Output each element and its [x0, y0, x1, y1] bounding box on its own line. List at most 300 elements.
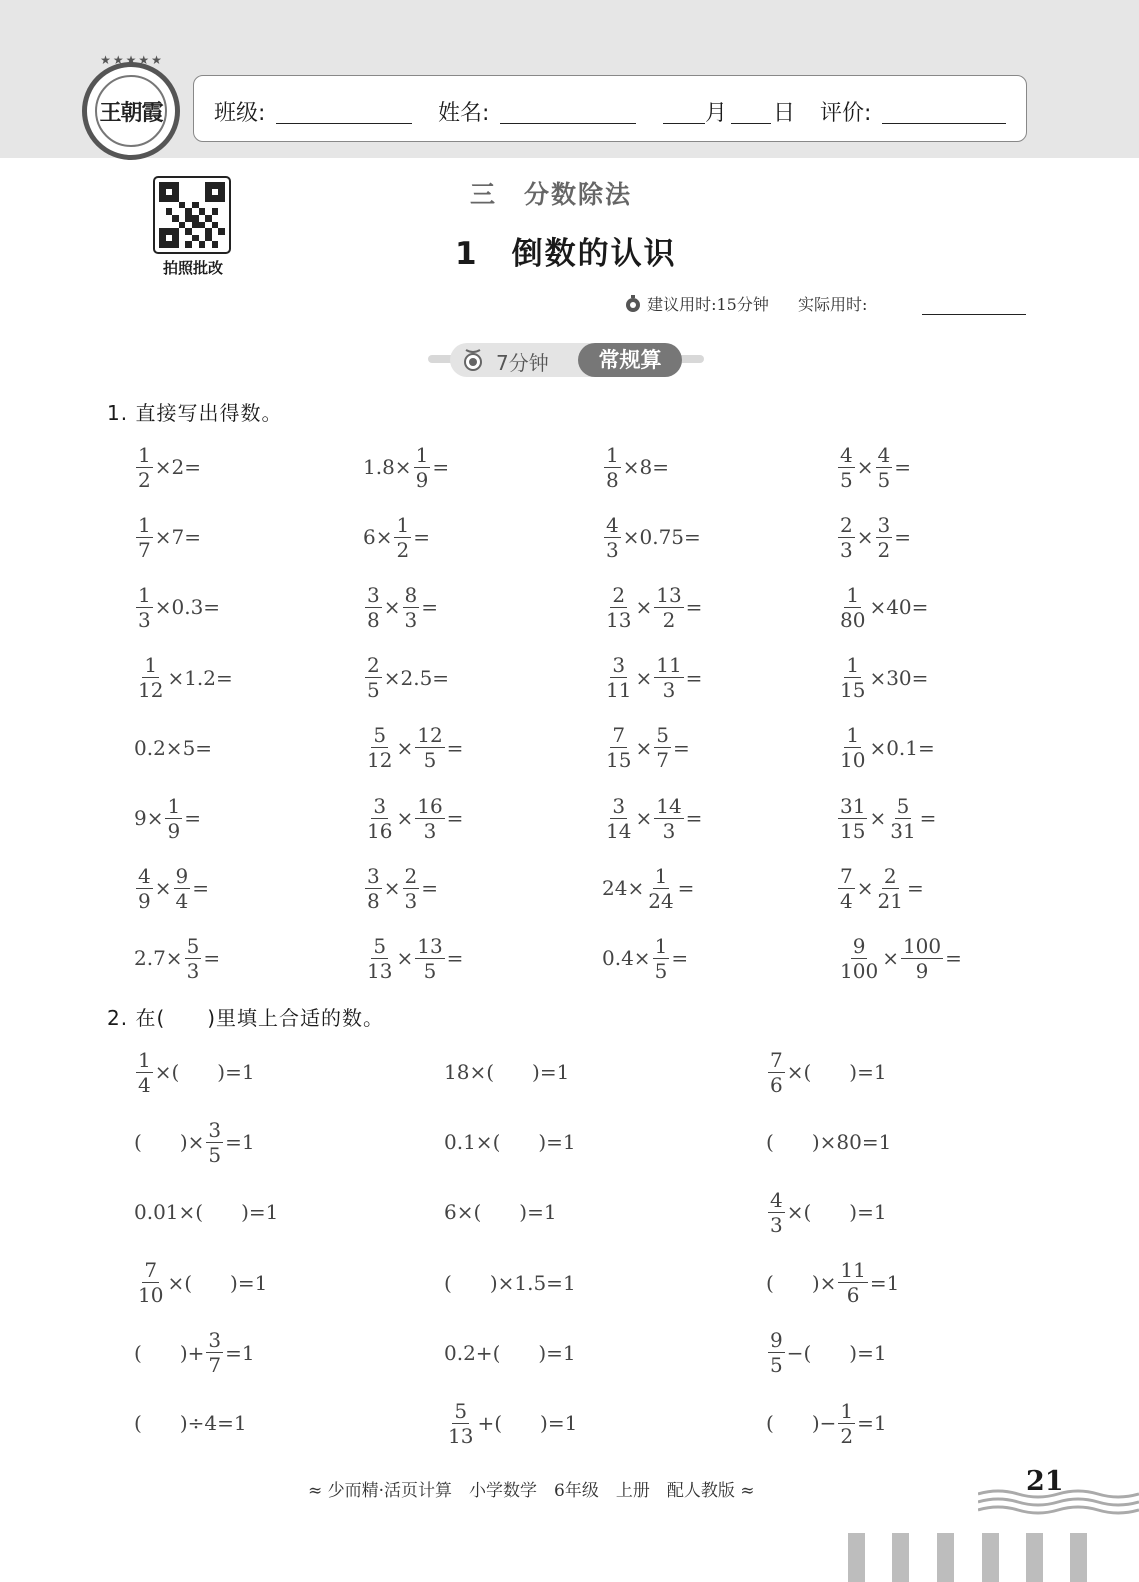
expression-text: −( — [786, 1340, 812, 1365]
math-expression — [363, 440, 449, 494]
fraction — [653, 935, 670, 982]
expression-text: 0.2+( — [444, 1340, 501, 1365]
fraction — [206, 1119, 223, 1166]
fraction — [365, 935, 394, 982]
fraction — [604, 654, 633, 701]
fraction — [838, 1259, 867, 1306]
expression-text: = — [446, 806, 464, 830]
math-expression — [363, 721, 463, 775]
denominator: 9 — [415, 467, 429, 492]
expression-text: = — [685, 595, 703, 620]
day-field[interactable] — [731, 123, 771, 124]
expression-text: )=1 — [849, 1340, 887, 1365]
numerator: 7 — [770, 1047, 783, 1072]
numerator: 16 — [417, 793, 443, 818]
numerator: 13 — [656, 582, 682, 607]
fraction — [174, 865, 191, 912]
numerator: 1 — [846, 582, 860, 607]
denominator: 7 — [656, 748, 669, 773]
numerator: 1 — [846, 653, 860, 678]
fraction — [136, 514, 153, 561]
denominator: 24 — [648, 888, 674, 913]
fraction — [136, 865, 153, 912]
math-expression — [134, 510, 201, 564]
numerator: 5 — [373, 723, 387, 748]
publisher-logo — [82, 53, 180, 160]
math-expression — [444, 1256, 576, 1310]
logo-ring — [95, 75, 167, 147]
class-field[interactable] — [276, 123, 412, 124]
suggested-time: 建议用时:15分钟 — [647, 295, 769, 314]
timer-icon — [624, 295, 642, 313]
expression-text: × — [856, 876, 874, 901]
numerator: 5 — [656, 723, 669, 748]
expression-text: ( — [134, 1130, 142, 1155]
section-duration: 7分钟 — [496, 351, 549, 375]
denominator: 6 — [770, 1072, 783, 1097]
expression-text: = — [203, 946, 221, 971]
denominator: 15 — [840, 818, 866, 843]
expression-text: = — [432, 455, 450, 479]
expression-text: × — [396, 806, 414, 830]
expression-text: ( — [134, 1411, 142, 1435]
expression-text: ×( — [167, 1270, 193, 1295]
month-label: 月 — [705, 101, 728, 126]
expression-text: × — [635, 806, 653, 830]
math-expression — [766, 1185, 887, 1239]
denominator: 9 — [138, 888, 151, 913]
denominator: 5 — [770, 1353, 783, 1378]
fraction — [876, 444, 893, 491]
numerator: 2 — [883, 863, 897, 888]
expression-text: ×2.5= — [383, 665, 450, 690]
day-label: 日 — [773, 101, 796, 126]
numerator: 7 — [144, 1258, 158, 1283]
numerator: 8 — [404, 582, 418, 607]
denominator: 2 — [877, 537, 891, 562]
math-expression — [766, 1115, 891, 1169]
expression-text: = — [671, 946, 689, 971]
fraction — [415, 935, 444, 982]
math-expression — [766, 1396, 887, 1450]
expression-text: )÷4=1 — [179, 1411, 247, 1435]
denominator: 8 — [367, 888, 380, 913]
expression-text: = — [906, 876, 924, 901]
denominator: 3 — [404, 888, 418, 913]
math-expression — [836, 931, 962, 985]
numerator: 1 — [654, 863, 668, 888]
fraction — [888, 795, 917, 842]
denominator: 8 — [367, 607, 380, 632]
expression-text: 2.7× — [134, 946, 183, 971]
numerator: 1 — [415, 442, 429, 467]
math-expression — [602, 651, 702, 705]
numerator: 4 — [840, 442, 853, 467]
fraction — [646, 865, 675, 912]
numerator: 9 — [175, 863, 189, 888]
fraction — [901, 935, 943, 982]
numerator: 1 — [138, 1047, 151, 1072]
expression-text: 18×( — [444, 1060, 495, 1084]
denominator: 3 — [840, 537, 853, 562]
denominator: 4 — [840, 888, 853, 913]
math-expression — [836, 721, 935, 775]
expression-text: )=1 — [241, 1200, 279, 1225]
fraction — [838, 865, 855, 912]
expression-text: ×0.3= — [154, 595, 221, 620]
math-expression — [766, 1256, 899, 1310]
expression-text: =1 — [857, 1411, 887, 1435]
expression-text: 24× — [602, 876, 645, 901]
fraction — [654, 584, 683, 631]
denominator: 14 — [606, 818, 632, 843]
section-pill — [450, 343, 682, 377]
fraction — [365, 654, 382, 701]
numerator: 1 — [846, 723, 860, 748]
numerator: 1 — [167, 793, 181, 818]
student-info-box — [193, 75, 1027, 142]
expression-text: )×80=1 — [811, 1130, 892, 1155]
expression-text: =1 — [225, 1130, 255, 1155]
numerator: 7 — [612, 723, 626, 748]
fraction — [768, 1049, 785, 1096]
page-edge-tabs — [848, 1533, 1088, 1582]
denominator: 12 — [138, 678, 164, 703]
numerator: 3 — [208, 1328, 222, 1353]
footer-text: ≈ 少而精·活页计算 小学数学 6年级 上册 配人教版 ≈ — [308, 1481, 755, 1501]
expression-text: = — [685, 665, 703, 690]
numerator: 7 — [840, 863, 853, 888]
fraction — [604, 724, 633, 771]
denominator: 7 — [208, 1353, 222, 1378]
math-expression — [134, 580, 220, 634]
math-expression — [836, 651, 928, 705]
grade-field[interactable] — [882, 123, 1006, 124]
expression-text: = — [413, 525, 430, 550]
expression-text: )=1 — [230, 1270, 268, 1295]
actual-time-label: 实际用时: — [797, 295, 868, 314]
numerator: 31 — [840, 793, 866, 818]
month-field[interactable] — [663, 123, 705, 124]
denominator: 16 — [367, 818, 393, 843]
numerator: 3 — [367, 863, 380, 888]
expression-text: = — [685, 806, 703, 830]
fraction — [876, 514, 893, 561]
fraction — [654, 724, 671, 771]
fraction — [365, 865, 382, 912]
expression-text: )+ — [179, 1340, 205, 1365]
expression-text: ×8= — [622, 455, 669, 479]
expression-text: = — [945, 946, 962, 971]
numerator: 3 — [367, 582, 380, 607]
expression-text: = — [894, 525, 911, 550]
numerator: 11 — [656, 653, 682, 678]
fraction — [403, 584, 420, 631]
math-expression — [444, 1185, 557, 1239]
fraction — [876, 865, 905, 912]
numerator: 2 — [840, 512, 853, 537]
expression-text: )− — [811, 1411, 837, 1435]
denominator: 31 — [890, 818, 916, 843]
math-expression — [766, 1045, 887, 1099]
expression-text: 0.2×5= — [134, 735, 213, 760]
fraction — [136, 444, 153, 491]
expression-text: ×( — [154, 1060, 180, 1084]
math-expression — [134, 1396, 247, 1450]
expression-text: = — [446, 735, 464, 760]
expression-text: )=1 — [532, 1060, 570, 1084]
fraction — [136, 1049, 153, 1096]
denominator: 3 — [770, 1212, 783, 1237]
denominator: 5 — [840, 467, 853, 492]
expression-text: ×30= — [869, 665, 929, 690]
name-label: 姓名: — [438, 101, 490, 126]
expression-text: ×2= — [154, 455, 201, 479]
expression-text: × — [635, 735, 653, 760]
math-expression — [444, 1326, 576, 1380]
question-2-title: 2. 在( )里填上合适的数。 — [107, 1006, 385, 1030]
numerator: 5 — [186, 933, 200, 958]
expression-text: 0.1×( — [444, 1130, 501, 1155]
expression-text: )=1 — [217, 1060, 255, 1084]
math-expression — [134, 1045, 255, 1099]
fraction — [414, 444, 431, 491]
qr-code-icon[interactable] — [153, 176, 231, 254]
expression-text: )=1 — [849, 1060, 887, 1084]
numerator: 4 — [606, 512, 619, 537]
expression-text: )=1 — [538, 1340, 576, 1365]
expression-text: ( — [134, 1340, 142, 1365]
denominator: 8 — [606, 467, 619, 492]
math-expression — [602, 510, 701, 564]
fraction — [768, 1329, 785, 1376]
star-icons: ★★★★★ — [100, 53, 164, 67]
denominator: 10 — [138, 1283, 164, 1308]
math-expression — [134, 931, 220, 985]
math-expression — [836, 510, 911, 564]
denominator: 6 — [846, 1283, 860, 1308]
expression-text: = — [184, 806, 201, 830]
expression-text: × — [383, 595, 401, 620]
numerator: 11 — [840, 1258, 866, 1283]
math-expression — [134, 721, 212, 775]
numerator: 4 — [138, 863, 151, 888]
expression-text: × — [383, 876, 401, 901]
math-expression — [134, 861, 209, 915]
denominator: 2 — [840, 1423, 854, 1448]
fraction — [768, 1189, 785, 1236]
fraction — [365, 724, 394, 771]
math-expression — [134, 440, 201, 494]
denominator: 4 — [175, 888, 189, 913]
expression-text: = — [192, 876, 209, 901]
denominator: 10 — [840, 748, 866, 773]
numerator: 1 — [396, 512, 410, 537]
expression-text: × — [869, 806, 887, 830]
fraction — [185, 935, 202, 982]
fraction — [838, 935, 880, 982]
expression-text: × — [635, 595, 653, 620]
chapter-title: 三 分数除法 — [470, 180, 633, 209]
math-expression — [602, 580, 702, 634]
math-expression — [602, 931, 688, 985]
expression-text: ×( — [786, 1060, 812, 1084]
fraction — [136, 1259, 165, 1306]
expression-text: 0.4× — [602, 946, 651, 971]
expression-text: ( — [766, 1130, 774, 1155]
numerator: 1 — [606, 442, 619, 467]
denominator: 9 — [915, 958, 929, 983]
expression-text: × — [396, 946, 414, 971]
numerator: 3 — [208, 1117, 222, 1142]
denominator: 5 — [877, 467, 891, 492]
math-expression — [836, 440, 911, 494]
denominator: 3 — [404, 607, 418, 632]
denominator: 21 — [877, 888, 903, 913]
fraction — [394, 514, 411, 561]
denominator: 5 — [423, 748, 437, 773]
expression-text: = — [677, 876, 695, 901]
numerator: 100 — [902, 933, 942, 958]
math-expression — [602, 791, 702, 845]
expression-text: )× — [811, 1270, 837, 1295]
math-expression — [363, 861, 438, 915]
denominator: 11 — [606, 678, 632, 703]
math-expression — [602, 721, 690, 775]
expression-text: 1.8× — [363, 455, 412, 479]
denominator: 5 — [423, 958, 437, 983]
fraction — [136, 584, 153, 631]
denominator: 13 — [367, 958, 393, 983]
fraction — [365, 795, 394, 842]
expression-text: = — [446, 946, 464, 971]
numerator: 1 — [840, 1398, 854, 1423]
denominator: 7 — [138, 537, 151, 562]
fraction — [136, 654, 165, 701]
question-1-title: 1. 直接写出得数。 — [107, 401, 283, 425]
denominator: 3 — [662, 678, 676, 703]
math-expression — [134, 1326, 255, 1380]
numerator: 9 — [852, 933, 866, 958]
denominator: 13 — [606, 607, 632, 632]
denominator: 13 — [448, 1423, 474, 1448]
expression-text: )=1 — [849, 1200, 887, 1225]
expression-text: × — [856, 525, 874, 550]
expression-text: = — [919, 806, 937, 830]
denominator: 2 — [396, 537, 410, 562]
expression-text: 6× — [363, 525, 393, 550]
class-label: 班级: — [214, 101, 266, 126]
expression-text: × — [154, 876, 172, 901]
fraction — [838, 795, 867, 842]
fraction — [604, 584, 633, 631]
expression-text: ×( — [786, 1200, 812, 1225]
qr-caption: 拍照批改 — [162, 259, 223, 277]
name-field[interactable] — [500, 123, 636, 124]
expression-text: = — [672, 735, 690, 760]
expression-text: ( — [766, 1270, 774, 1295]
denominator: 3 — [662, 818, 676, 843]
expression-text: ×0.75= — [622, 525, 701, 550]
expression-text: = — [421, 876, 438, 901]
section-tag: 常规算 — [578, 343, 682, 377]
math-expression — [363, 651, 449, 705]
expression-text: )× — [179, 1130, 205, 1155]
expression-text: = — [894, 455, 911, 479]
denominator: 80 — [840, 607, 866, 632]
fraction — [838, 724, 867, 771]
expression-text: +( — [477, 1411, 503, 1435]
math-expression — [363, 510, 430, 564]
numerator: 14 — [656, 793, 682, 818]
fraction — [446, 1400, 475, 1447]
numerator: 13 — [417, 933, 443, 958]
denominator: 12 — [367, 748, 393, 773]
fraction — [838, 584, 867, 631]
denominator: 5 — [208, 1142, 222, 1167]
actual-time-field[interactable] — [922, 314, 1026, 315]
math-expression — [836, 861, 924, 915]
expression-text: 0.01×( — [134, 1200, 204, 1225]
fraction — [365, 584, 382, 631]
math-expression — [134, 1185, 278, 1239]
fraction — [206, 1329, 223, 1376]
expression-text: × — [396, 735, 414, 760]
denominator: 3 — [138, 607, 151, 632]
math-expression — [836, 580, 928, 634]
math-expression — [134, 791, 201, 845]
numerator: 4 — [770, 1187, 783, 1212]
numerator: 2 — [612, 582, 626, 607]
expression-text: 6×( — [444, 1200, 482, 1225]
expression-text: =1 — [225, 1340, 255, 1365]
fraction — [403, 865, 420, 912]
denominator: 15 — [606, 748, 632, 773]
fraction — [654, 795, 683, 842]
math-expression — [134, 651, 233, 705]
expression-text: 9× — [134, 806, 164, 830]
math-expression — [602, 861, 694, 915]
expression-text: ×40= — [869, 595, 929, 620]
fraction — [838, 444, 855, 491]
fraction — [604, 795, 633, 842]
expression-text: )×1.5=1 — [489, 1270, 576, 1295]
denominator: 4 — [138, 1072, 151, 1097]
fraction — [604, 514, 621, 561]
math-expression — [836, 791, 936, 845]
expression-text: ( — [444, 1270, 452, 1295]
denominator: 3 — [186, 958, 200, 983]
stopwatch-icon — [462, 348, 484, 372]
denominator: 3 — [606, 537, 619, 562]
math-expression — [766, 1326, 887, 1380]
math-expression — [363, 931, 463, 985]
fraction — [838, 1400, 855, 1447]
expression-text: =1 — [869, 1270, 900, 1295]
numerator: 3 — [612, 653, 626, 678]
expression-text: )=1 — [540, 1411, 578, 1435]
math-expression — [134, 1115, 255, 1169]
math-expression — [444, 1045, 569, 1099]
expression-text: = — [421, 595, 438, 620]
expression-text: × — [635, 665, 653, 690]
denominator: 3 — [423, 818, 437, 843]
math-expression — [444, 1115, 576, 1169]
numerator: 9 — [770, 1328, 783, 1353]
denominator: 9 — [167, 818, 181, 843]
numerator: 1 — [138, 512, 151, 537]
fraction — [838, 514, 855, 561]
